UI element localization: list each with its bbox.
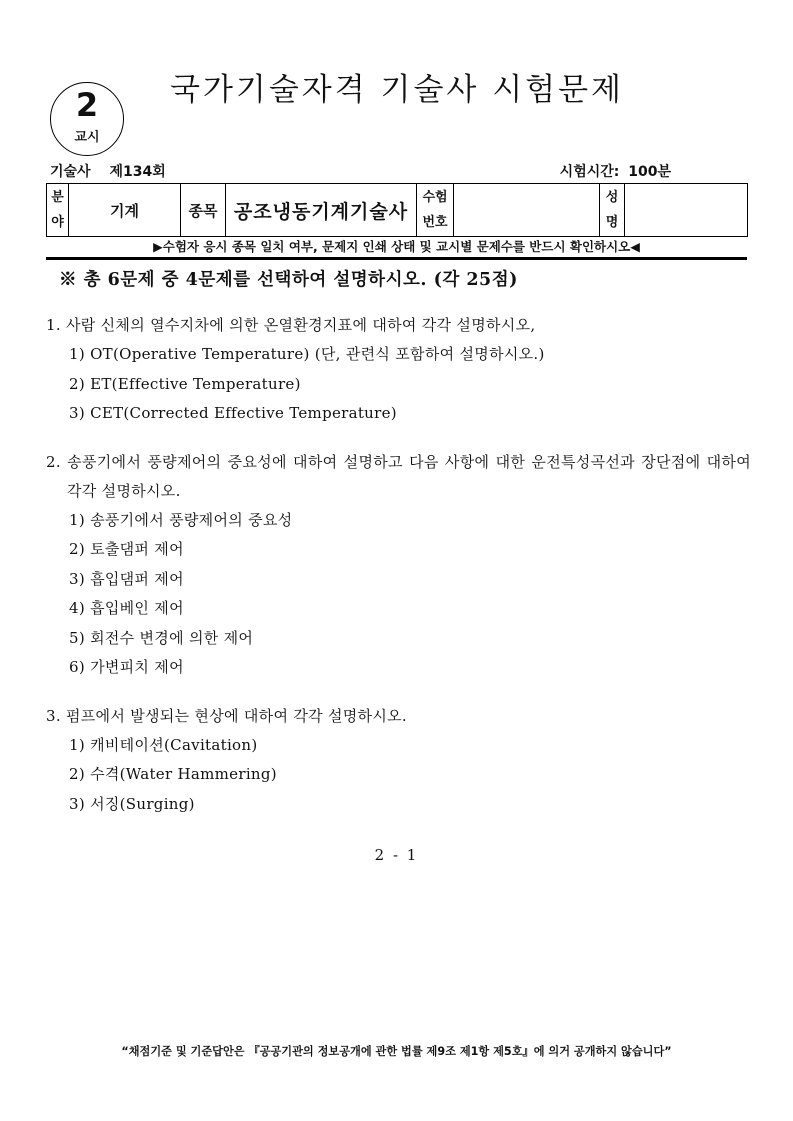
session-number: 2 xyxy=(75,86,99,124)
question-text: 3. 펌프에서 발생되는 현상에 대하여 각각 설명하시오. xyxy=(46,706,407,725)
question-3 xyxy=(46,702,751,820)
sub-item: 3) 서징(Surging) xyxy=(69,794,195,813)
exam-time-label: 시험시간: xyxy=(559,164,620,180)
instruction: ※ 총 6문제 중 4문제를 선택하여 설명하시오. (각 25점) xyxy=(59,270,518,290)
exam-time-value: 100분 xyxy=(628,164,671,180)
sub-item: 1) 송풍기에서 풍량제어의 중요성 xyxy=(69,510,293,529)
sub-item: 4) 흡입베인 제어 xyxy=(69,599,184,617)
session-badge xyxy=(50,82,124,156)
exam-meta-left xyxy=(50,163,166,181)
session-label: 교시 xyxy=(74,130,100,145)
field-label: 분 야 xyxy=(47,184,69,237)
sub-item: 5) 회전수 변경에 의한 제어 xyxy=(69,628,254,647)
type-value: 공조냉동기계기술사 xyxy=(226,184,417,237)
sub-item: 2) 토출댐퍼 제어 xyxy=(69,540,184,558)
sub-item: 2) ET(Effective Temperature) xyxy=(69,374,301,393)
candidate-notice: ▶수험자 응시 종목 일치 여부, 문제지 인쇄 상태 및 교시별 문제수를 반드시 확인하시오◀ xyxy=(153,239,640,254)
question-list xyxy=(46,311,751,838)
type-label: 종목 xyxy=(181,184,226,237)
sub-item: 2) 수격(Water Hammering) xyxy=(69,765,277,783)
exam-number-field[interactable] xyxy=(454,184,600,237)
exam-category: 기술사 xyxy=(50,164,91,180)
footer-disclaimer: “채점기준 및 기준답안은 『공공기관의 정보공개에 관한 법률 제9조 제1항 제5호』에 의거 공개하지 않습니다” xyxy=(121,1045,672,1058)
question-1 xyxy=(46,311,751,429)
field-value: 기계 xyxy=(69,184,181,237)
question-text: 2. 송풍기에서 풍량제어의 중요성에 대하여 설명하고 다음 사항에 대한 운전특성곡선과 장단점에 대하여 각각 설명하시오. xyxy=(46,452,751,500)
exam-round: 제134회 xyxy=(109,164,166,180)
sub-item: 1) 캐비테이션(Cavitation) xyxy=(69,735,258,754)
page-number: 2 - 1 xyxy=(374,846,419,864)
sub-item: 6) 가변피치 제어 xyxy=(69,658,184,676)
exam-info-table xyxy=(46,183,748,237)
exam-time xyxy=(560,163,671,181)
sub-item: 3) 흡입댐퍼 제어 xyxy=(69,569,184,588)
name-label: 성 명 xyxy=(600,184,625,237)
exam-number-label: 수험 번호 xyxy=(417,184,454,237)
question-2 xyxy=(46,448,751,683)
name-field[interactable] xyxy=(625,184,748,237)
document-title: 국가기술자격 기술사 시험문제 xyxy=(170,72,625,108)
header-divider xyxy=(46,257,747,260)
sub-item: 3) CET(Corrected Effective Temperature) xyxy=(69,404,397,422)
sub-item: 1) OT(Operative Temperature) (단, 관련식 포함하여 설명하시오.) xyxy=(69,345,545,363)
question-text: 1. 사람 신체의 열수지차에 의한 온열환경지표에 대하여 각각 설명하시오, xyxy=(46,316,536,334)
